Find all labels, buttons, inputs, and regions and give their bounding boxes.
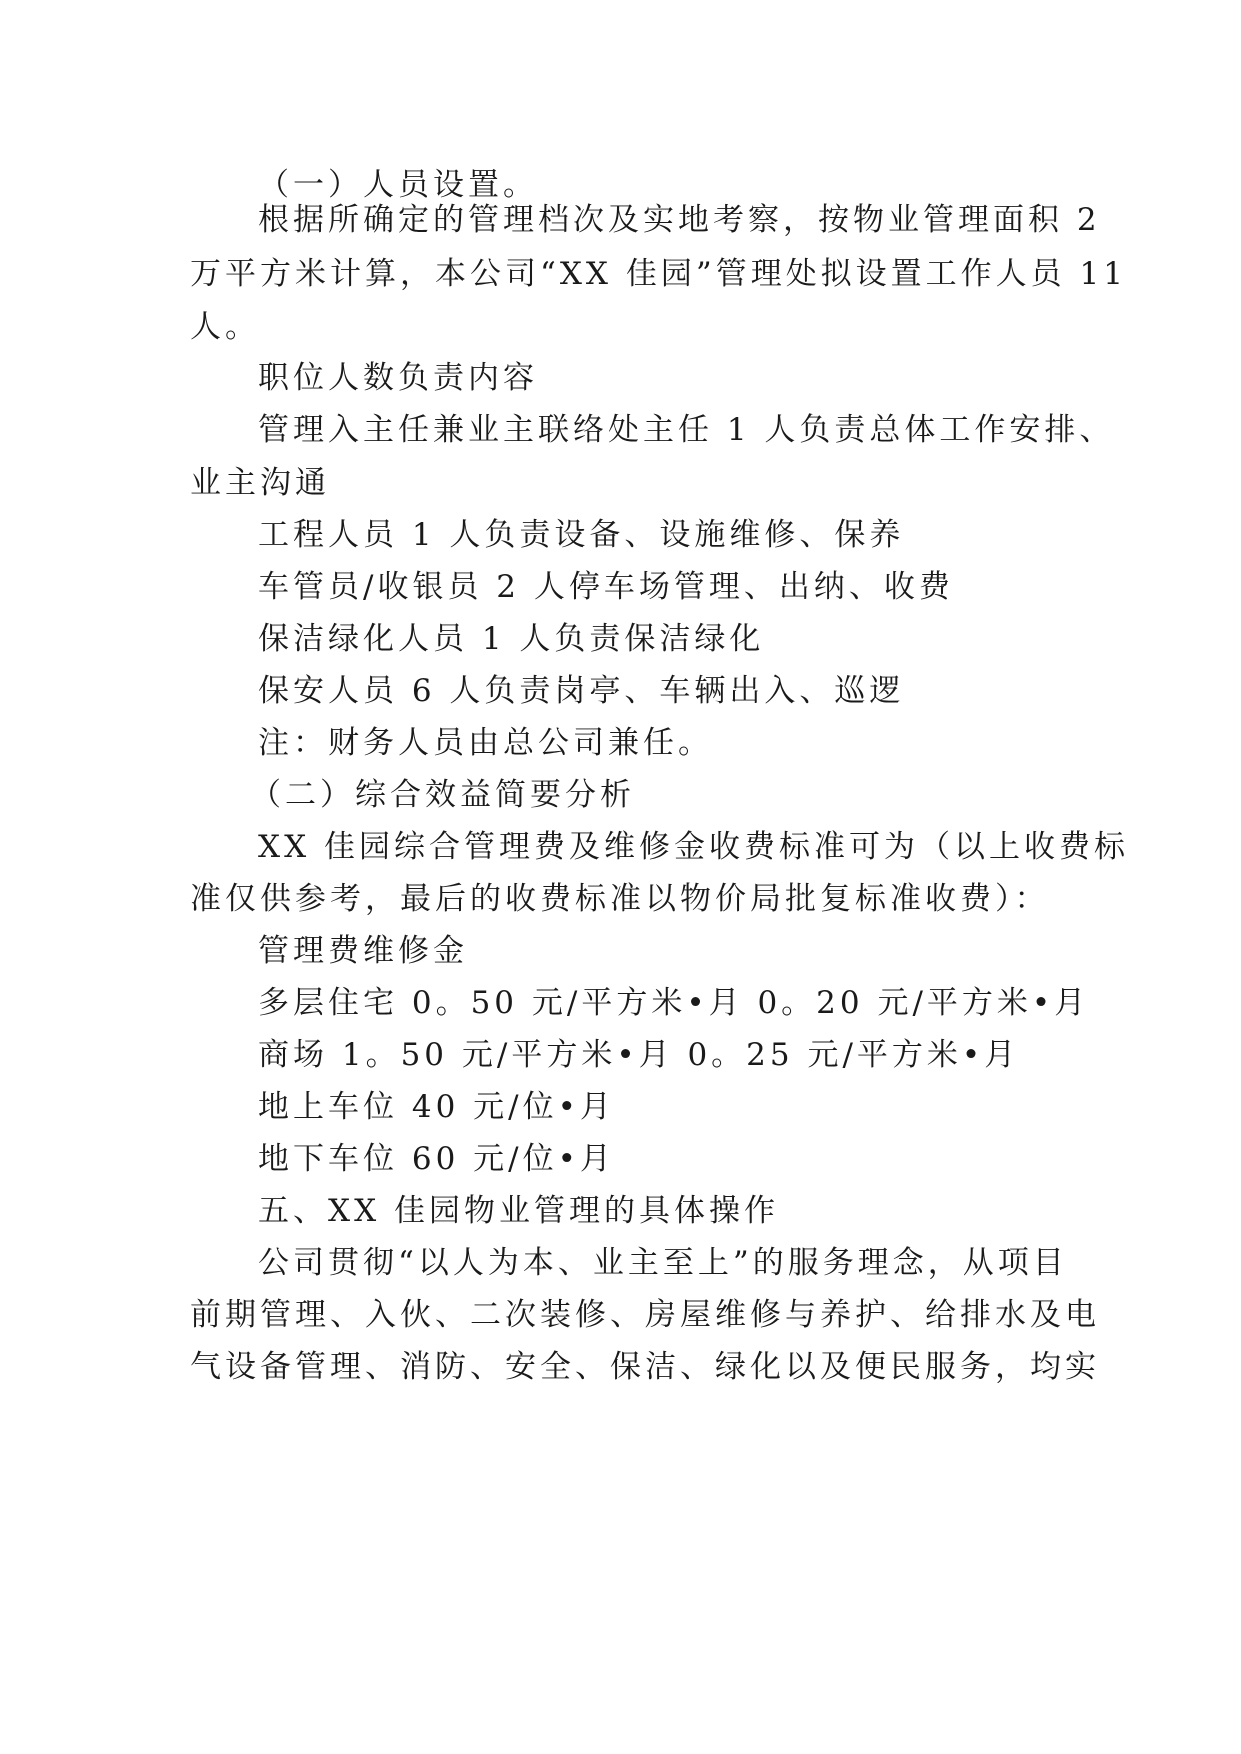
section-heading-operations: 五、XX 佳园物业管理的具体操作 (258, 1193, 779, 1229)
staff-row-continuation: 业主沟通 (190, 465, 330, 501)
paragraph-line: 前期管理、入伙、二次装修、房屋维修与养护、给排水及电 (190, 1297, 1100, 1333)
staff-row: 工程人员 1 人负责设备、设施维修、保养 (258, 517, 905, 553)
paragraph-line: 准仅供参考，最后的收费标准以物价局批复标准收费）： (190, 881, 1050, 917)
note-line: 注：财务人员由总公司兼任。 (258, 725, 713, 761)
staff-row: 管理入主任兼业主联络处主任 1 人负责总体工作安排、 (258, 412, 1115, 448)
fee-row: 地上车位 40 元/位•月 (258, 1089, 615, 1125)
staff-row: 保洁绿化人员 1 人负责保洁绿化 (258, 621, 765, 657)
paragraph-line: 万平方米计算，本公司“XX 佳园”管理处拟设置工作人员 11 (190, 256, 1127, 292)
paragraph-line: XX 佳园综合管理费及维修金收费标准可为（以上收费标 (258, 829, 1129, 865)
fee-row: 多层住宅 0。50 元/平方米•月 0。20 元/平方米•月 (258, 985, 1090, 1021)
fee-row: 商场 1。50 元/平方米•月 0。25 元/平方米•月 (258, 1037, 1020, 1073)
paragraph-line: 人。 (190, 309, 260, 345)
staff-row: 保安人员 6 人负责岗亭、车辆出入、巡逻 (258, 673, 905, 709)
paragraph-line: 气设备管理、消防、安全、保洁、绿化以及便民服务，均实 (190, 1349, 1100, 1385)
paragraph-line: 公司贯彻“以人为本、业主至上”的服务理念，从项目 (258, 1245, 1068, 1281)
fee-table-header: 管理费维修金 (258, 933, 468, 969)
table-header-line: 职位人数负责内容 (258, 360, 538, 396)
section-heading-staffing: （一）人员设置。 (258, 167, 538, 203)
fee-row: 地下车位 60 元/位•月 (258, 1141, 615, 1177)
paragraph-line: 根据所确定的管理档次及实地考察，按物业管理面积 2 (258, 202, 1101, 238)
staff-row: 车管员/收银员 2 人停车场管理、出纳、收费 (258, 569, 954, 605)
section-heading-analysis: （二）综合效益简要分析 (250, 777, 635, 813)
